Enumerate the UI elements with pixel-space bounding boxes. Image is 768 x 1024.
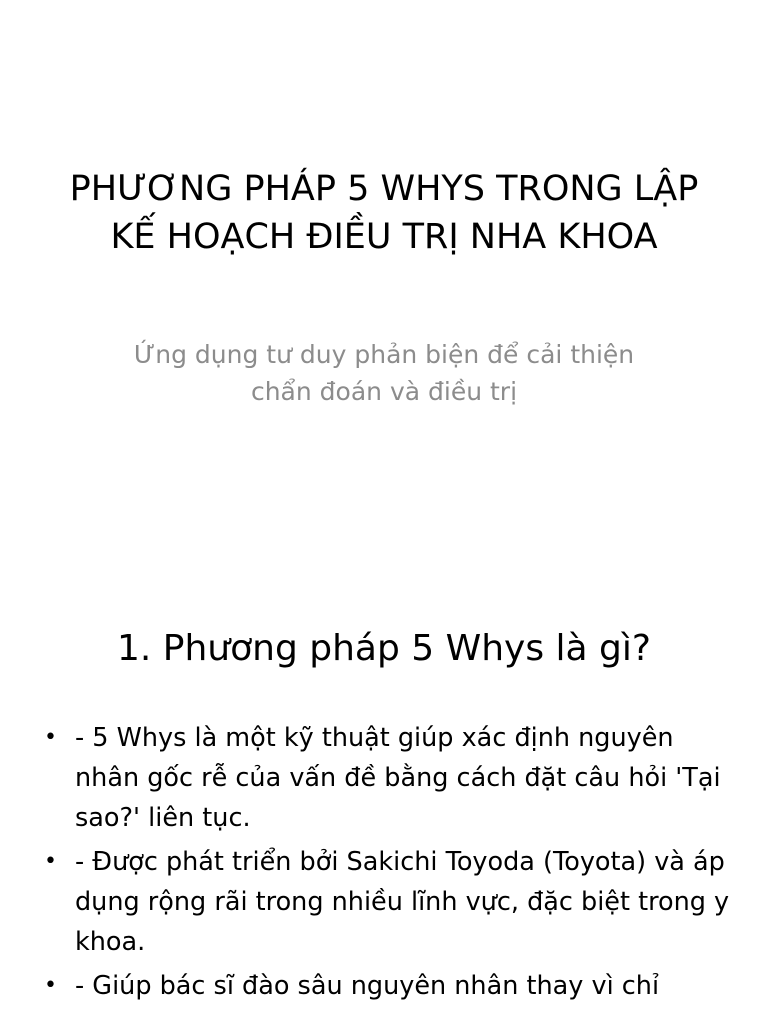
bullet-item (40, 718, 730, 838)
bullet-icon: • (44, 725, 57, 750)
bullet-item (40, 842, 730, 962)
bullet-icon: • (44, 973, 57, 998)
slide-heading: 1. Phương pháp 5 Whys là gì? (116, 628, 652, 669)
slide-subtitle: Ứng dụng tư duy phản biện để cải thiện chẩn đoán và điều trị (133, 340, 635, 406)
bullet-text: - Được phát triển bởi Sakichi Toyoda (Toyota) và áp dụng rộng rãi trong nhiều lĩnh vực, đặc biệt trong y khoa. (75, 847, 730, 957)
bullet-list (40, 718, 730, 1010)
bullet-text: - 5 Whys là một kỹ thuật giúp xác định nguyên nhân gốc rễ của vấn đề bằng cách đặt câu hỏi 'Tại sao?' liên tục. (75, 723, 721, 833)
content-slide (0, 576, 768, 1024)
slide-title: PHƯƠNG PHÁP 5 WHYS TRONG LẬP KẾ HOẠCH ĐIỀU TRỊ NHA KHOA (69, 169, 699, 257)
bullet-text: - Giúp bác sĩ đào sâu nguyên nhân thay vì chỉ (75, 971, 660, 1001)
bullet-item (40, 966, 730, 1006)
bullet-icon: • (44, 849, 57, 874)
